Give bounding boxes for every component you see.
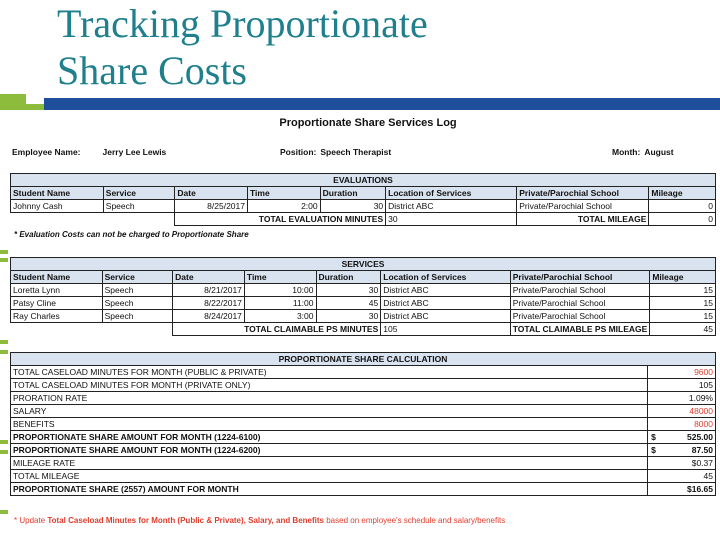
calculation-value xyxy=(648,470,716,483)
total-claimable-ps-mileage-value: 45 xyxy=(650,323,716,336)
month-value: August xyxy=(644,147,674,157)
service-cell: Speech xyxy=(102,310,173,323)
school-cell: Private/Parochial School xyxy=(510,310,650,323)
footnote-bold: Total Caseload Minutes for Month (Public & Private), Salary, and Benefits xyxy=(47,516,324,525)
location-cell: District ABC xyxy=(386,200,517,213)
slide-title-line2: Share Costs xyxy=(57,48,247,93)
calculation-label: TOTAL MILEAGE xyxy=(11,470,648,483)
employee-label: Employee Name: xyxy=(12,147,81,157)
calculation-amount: 48000 xyxy=(689,405,713,416)
student-name-cell: Johnny Cash xyxy=(11,200,104,213)
total-mileage-label: TOTAL MILEAGE xyxy=(517,213,649,226)
location-cell: District ABC xyxy=(381,310,510,323)
column-header: Location of Services xyxy=(386,187,517,200)
footnote-suffix: based on employee's schedule and salary/benefits xyxy=(324,516,506,525)
student-name-cell: Ray Charles xyxy=(11,310,103,323)
calculation-row xyxy=(11,392,716,405)
services-column-headers xyxy=(11,271,716,284)
location-cell: District ABC xyxy=(381,297,510,310)
calculation-row xyxy=(11,483,716,496)
calculation-heading: PROPORTIONATE SHARE CALCULATION xyxy=(11,353,716,366)
calculation-row xyxy=(11,431,716,444)
calculation-value xyxy=(648,457,716,470)
employee-name-field xyxy=(12,147,166,157)
duration-cell: 30 xyxy=(320,200,386,213)
calculation-value xyxy=(648,431,716,444)
calculation-label: MILEAGE RATE xyxy=(11,457,648,470)
calculation-value xyxy=(648,405,716,418)
calculation-row xyxy=(11,366,716,379)
month-field xyxy=(612,147,674,157)
column-header: Duration xyxy=(320,187,386,200)
evaluations-heading: EVALUATIONS xyxy=(11,174,716,187)
accent-bar-blue xyxy=(44,98,720,110)
column-header: Private/Parochial School xyxy=(517,187,649,200)
location-cell: District ABC xyxy=(381,284,510,297)
calculation-amount: 87.50 xyxy=(691,444,713,455)
student-name-cell: Loretta Lynn xyxy=(11,284,103,297)
total-claimable-ps-minutes-value: 105 xyxy=(381,323,510,336)
calculation-amount: 8000 xyxy=(694,418,713,429)
position-field xyxy=(280,147,391,157)
table-row xyxy=(11,310,716,323)
time-cell: 2:00 xyxy=(248,200,321,213)
calculation-row xyxy=(11,470,716,483)
total-claimable-ps-mileage-label: TOTAL CLAIMABLE PS MILEAGE xyxy=(510,323,650,336)
calculation-value xyxy=(648,444,716,457)
calculation-label: BENEFITS xyxy=(11,418,648,431)
calculation-value xyxy=(648,379,716,392)
calculation-value xyxy=(648,392,716,405)
calculation-row xyxy=(11,457,716,470)
calculation-footnote xyxy=(14,516,505,525)
calculation-label: TOTAL CASELOAD MINUTES FOR MONTH (PUBLIC & PRIVATE) xyxy=(11,366,648,379)
position-value: Speech Therapist xyxy=(320,147,392,157)
slide-title-line1: Tracking Proportionate xyxy=(57,1,428,46)
footnote-prefix: * Update xyxy=(14,516,48,525)
document-title: Proportionate Share Services Log xyxy=(279,117,457,129)
table-row xyxy=(11,297,716,310)
calculation-label: PROPORTIONATE SHARE AMOUNT FOR MONTH (1224-6100) xyxy=(11,431,648,444)
date-cell: 8/22/2017 xyxy=(173,297,245,310)
service-cell: Speech xyxy=(103,200,175,213)
time-cell: 10:00 xyxy=(244,284,316,297)
table-row xyxy=(11,284,716,297)
calculation-amount: 45 xyxy=(703,470,713,481)
mileage-cell: 0 xyxy=(649,200,716,213)
column-header: Date xyxy=(175,187,248,200)
service-cell: Speech xyxy=(102,297,173,310)
date-cell: 8/24/2017 xyxy=(173,310,245,323)
total-evaluation-minutes-value: 30 xyxy=(386,213,517,226)
school-cell: Private/Parochial School xyxy=(510,284,650,297)
calculation-table xyxy=(10,352,716,496)
student-name-cell: Patsy Cline xyxy=(11,297,103,310)
column-header: Service xyxy=(103,187,175,200)
date-cell: 8/25/2017 xyxy=(175,200,248,213)
position-label: Position: xyxy=(280,147,317,157)
table-row xyxy=(11,200,716,213)
calculation-label: PROPORTIONATE SHARE (2557) AMOUNT FOR MONTH xyxy=(11,483,648,496)
mileage-cell: 15 xyxy=(650,310,716,323)
calculation-row xyxy=(11,444,716,457)
month-label: Month: xyxy=(612,147,641,157)
column-header: Location of Services xyxy=(381,271,510,284)
calculation-amount: $16.65 xyxy=(687,483,713,494)
column-header: Time xyxy=(248,187,321,200)
calculation-label: PRORATION RATE xyxy=(11,392,648,405)
total-evaluation-minutes-label: TOTAL EVALUATION MINUTES xyxy=(175,213,386,226)
evaluations-totals-row xyxy=(11,213,716,226)
calculation-row xyxy=(11,418,716,431)
column-header: Date xyxy=(173,271,245,284)
calculation-label: PROPORTIONATE SHARE AMOUNT FOR MONTH (1224-6200) xyxy=(11,444,648,457)
employee-value: Jerry Lee Lewis xyxy=(102,147,167,157)
column-header: Mileage xyxy=(650,271,716,284)
column-header: Time xyxy=(244,271,316,284)
calculation-label: SALARY xyxy=(11,405,648,418)
mileage-cell: 15 xyxy=(650,284,716,297)
evaluations-column-headers xyxy=(11,187,716,200)
accent-bar-green xyxy=(0,94,26,110)
accent-bar-green-step xyxy=(26,104,44,110)
calculation-amount: 1.09% xyxy=(688,392,713,403)
slide-title xyxy=(57,0,657,94)
total-claimable-ps-minutes-label: TOTAL CLAIMABLE PS MINUTES xyxy=(173,323,381,336)
calculation-row xyxy=(11,379,716,392)
column-header: Duration xyxy=(316,271,381,284)
total-mileage-value: 0 xyxy=(649,213,716,226)
evaluations-table xyxy=(10,173,716,226)
school-cell: Private/Parochial School xyxy=(510,297,650,310)
left-edge-decoration xyxy=(0,110,8,530)
column-header: Mileage xyxy=(649,187,716,200)
mileage-cell: 15 xyxy=(650,297,716,310)
calculation-value xyxy=(648,366,716,379)
column-header: Private/Parochial School xyxy=(510,271,650,284)
column-header: Service xyxy=(102,271,173,284)
school-cell: Private/Parochial School xyxy=(517,200,649,213)
time-cell: 11:00 xyxy=(244,297,316,310)
calculation-value xyxy=(648,483,716,496)
date-cell: 8/21/2017 xyxy=(173,284,245,297)
evaluation-note: * Evaluation Costs can not be charged to Proportionate Share xyxy=(14,230,249,239)
duration-cell: 30 xyxy=(316,284,381,297)
column-header: Student Name xyxy=(11,187,104,200)
currency-symbol: $ xyxy=(651,431,656,442)
column-header: Student Name xyxy=(11,271,103,284)
calculation-value xyxy=(648,418,716,431)
calculation-amount: 105 xyxy=(698,379,713,390)
calculation-amount: 525.00 xyxy=(687,431,713,442)
services-table xyxy=(10,257,716,336)
calculation-row xyxy=(11,405,716,418)
services-heading: SERVICES xyxy=(11,258,716,271)
calculation-amount: $0.37 xyxy=(691,457,713,468)
calculation-amount: 9600 xyxy=(694,366,713,377)
duration-cell: 45 xyxy=(316,297,381,310)
currency-symbol: $ xyxy=(651,444,656,455)
service-cell: Speech xyxy=(102,284,173,297)
time-cell: 3:00 xyxy=(244,310,316,323)
calculation-label: TOTAL CASELOAD MINUTES FOR MONTH (PRIVATE ONLY) xyxy=(11,379,648,392)
duration-cell: 30 xyxy=(316,310,381,323)
services-totals-row xyxy=(11,323,716,336)
services-log-document xyxy=(8,112,716,534)
